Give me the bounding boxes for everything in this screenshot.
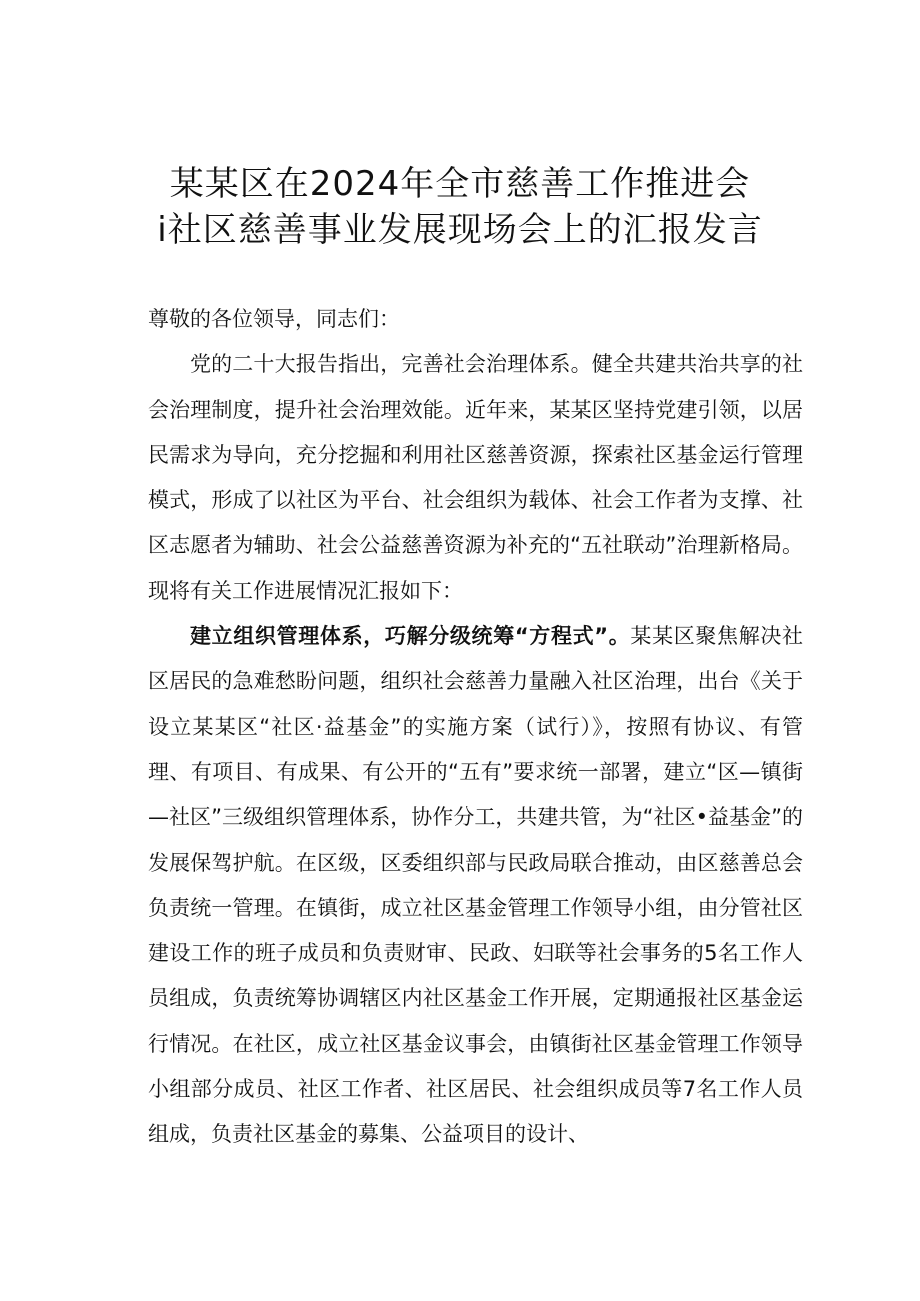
paragraph-section-1 bbox=[148, 614, 803, 1158]
paragraph-intro: 党的二十大报告指出，完善社会治理体系。健全共建共治共享的社会治理制度，提升社会治理效能。近年来，某某区坚持党建引领，以居民需求为导向，充分挖掘和利用社区慈善资源，探索社区基金运行管理模式，形成了以社区为平台、社会组织为载体、社会工作者为支撑、社区志愿者为辅助、社会公益慈善资源为补充的“五社联动”治理新格局。现将有关工作进展情况汇报如下： bbox=[148, 352, 803, 603]
section-1-heading: 建立组织管理体系，巧解分级统筹“方程式”。 bbox=[190, 624, 631, 649]
salutation: 尊敬的各位领导，同志们： bbox=[148, 307, 400, 331]
document-body bbox=[148, 297, 803, 1158]
title-line-2: i社区慈善事业发展现场会上的汇报发言 bbox=[157, 210, 763, 250]
section-1-body: 某某区聚焦解决社区居民的急难愁盼问题，组织社会慈善力量融入社区治理，出台《关于设立某某区“社区·益基金”的实施方案（试行）》，按照有协议、有管理、有项目、有成果、有公开的“五有”要求统一部署，建立“区—镇街—社区”三级组织管理体系，协作分工，共建共管，为“社区•益基金”的发展保驾护航。在区级，区委组织部与民政局联合推动，由区慈善总会负责统一管理。在镇街，成立社区基金管理工作领导小组，由分管社区建设工作的班子成员和负责财审、民政、妇联等社会事务的5名工作人员组成，负责统筹协调辖区内社区基金工作开展，定期通报社区基金运行情况。在社区，成立社区基金议事会，由镇街社区基金管理工作领导小组部分成员、社区工作者、社区居民、社会组织成员等7名工作人员组成，负责社区基金的募集、公益项目的设计、 bbox=[148, 624, 804, 1147]
title-line-1: 某某区在2024年全市慈善工作推进会 bbox=[169, 164, 751, 204]
